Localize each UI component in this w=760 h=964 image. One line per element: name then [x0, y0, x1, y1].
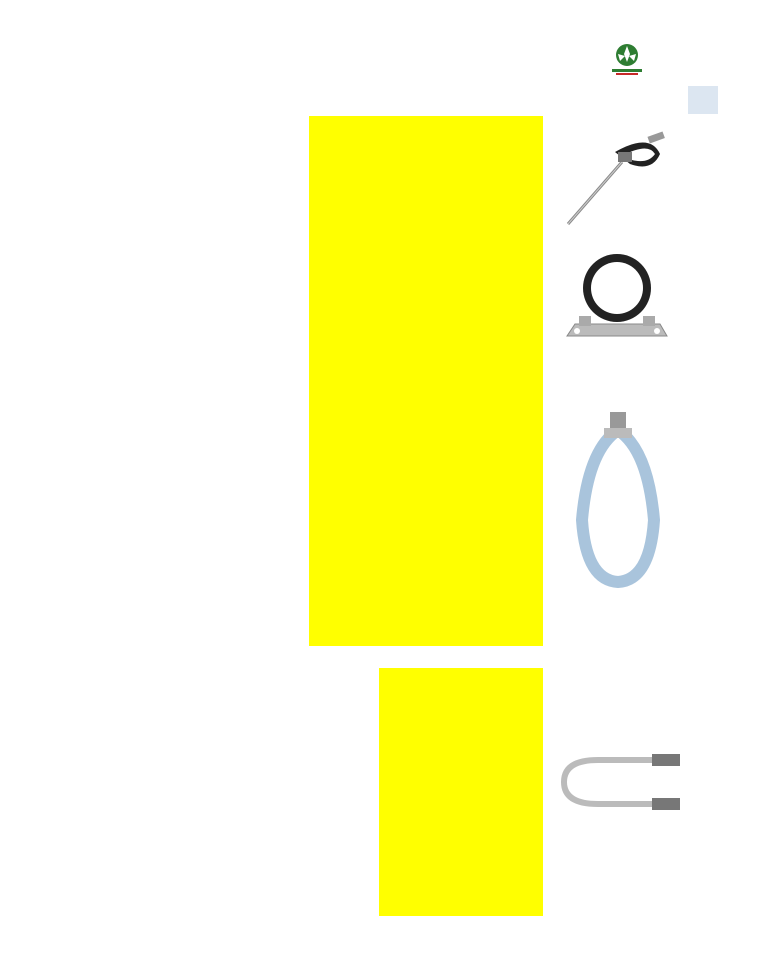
section4-type-header: [379, 648, 543, 668]
header-type: [309, 86, 543, 114]
header-price: [36, 86, 139, 114]
t-clamp-image: [560, 124, 675, 232]
u-bolt-image: [558, 742, 683, 812]
riser-clamp-image: [555, 244, 680, 348]
header-carton-qty: [139, 86, 223, 114]
type-u-bolt: [379, 668, 543, 916]
document-title: [139, 37, 543, 82]
type-sprinkler-hanger: [309, 356, 543, 646]
company-logo: [606, 42, 648, 78]
type-t-clamp: [309, 116, 543, 236]
thickness-col-8: [139, 668, 223, 688]
header-photo: [543, 86, 688, 114]
header-row-number: [688, 86, 718, 114]
thickness-col-10: [36, 668, 139, 688]
document-date: [36, 37, 139, 82]
type-riser-clamp: [309, 236, 543, 356]
header-size: [223, 86, 309, 114]
thickness-header: [36, 648, 308, 668]
sprinkler-hanger-image: [568, 410, 668, 588]
thickness-col-6: [223, 668, 309, 688]
section4-size-header: [309, 648, 379, 688]
